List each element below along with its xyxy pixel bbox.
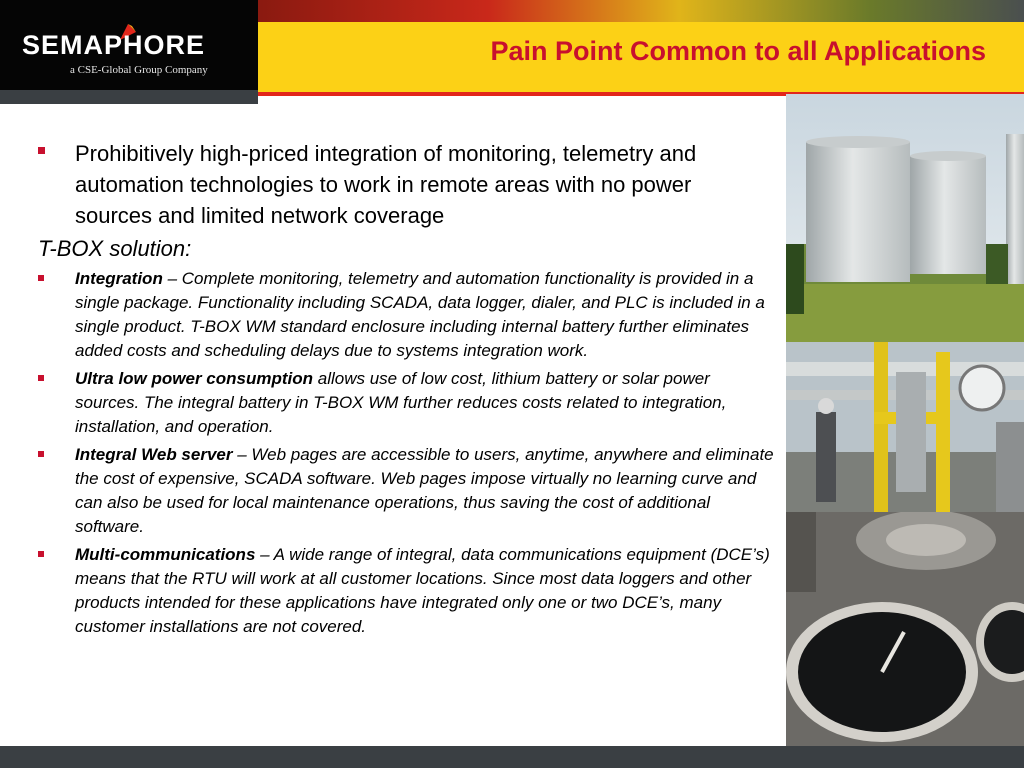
feature-bullet xyxy=(38,543,774,639)
pain-point-bullet xyxy=(38,138,774,231)
feature-bullet xyxy=(38,367,774,439)
feature-text: allows use of low cost, lithium battery or solar power sources. The integral battery in T-BOX WM further reduces costs related to integration, installation, and operation. xyxy=(75,369,727,436)
logo-tagline: a CSE-Global Group Company xyxy=(70,64,208,76)
pain-point-text: Prohibitively high-priced integration of monitoring, telemetry and automation technologies to work in remote areas with no power sources and limited network coverage xyxy=(75,141,697,228)
square-bullet-icon xyxy=(38,275,44,281)
feature-lead: Integration xyxy=(75,269,163,288)
feature-text: – Web pages are accessible to users, anytime, anywhere and eliminate the cost of expensive, SCADA software. Web pages impose virtually no learning curve and can also be used for local maintenance operations, thus saving the cost of additional software. xyxy=(75,445,774,536)
gas-pipes-photo xyxy=(786,342,1024,512)
water-treatment-photo xyxy=(786,512,1024,748)
page-title: Pain Point Common to all Applications xyxy=(490,36,986,66)
feature-lead: Ultra low power consumption xyxy=(75,369,314,388)
solution-heading: T-BOX solution: xyxy=(38,236,192,261)
feature-bullet xyxy=(38,267,774,363)
logo-wordmark: SEMAPHORE xyxy=(22,30,206,60)
square-bullet-icon xyxy=(38,147,45,154)
feature-bullet xyxy=(38,443,774,539)
feature-text: – A wide range of integral, data communications equipment (DCE’s) means that the RTU will work at all customer locations. Since most data loggers and other products intended for these applications have integrated only one or two DCE’s, many customer installations are not covered. xyxy=(75,545,770,636)
feature-lead: Integral Web server xyxy=(75,445,233,464)
square-bullet-icon xyxy=(38,551,44,557)
slide-body xyxy=(38,138,774,639)
storage-tanks-photo xyxy=(786,94,1024,342)
square-bullet-icon xyxy=(38,375,44,381)
header-photo-strip xyxy=(258,0,1024,22)
logo-base-strip xyxy=(0,90,258,104)
feature-lead: Multi-communications xyxy=(75,545,256,564)
feature-text: – Complete monitoring, telemetry and automation functionality is provided in a single package. Functionality including SCADA, data logger, dialer, and PLC is included in a single product. T-BOX WM standard enclosure including internal battery further eliminates added costs and scheduling delays due to systems integration work. xyxy=(75,269,765,360)
footer-band xyxy=(0,746,1024,768)
square-bullet-icon xyxy=(38,451,44,457)
